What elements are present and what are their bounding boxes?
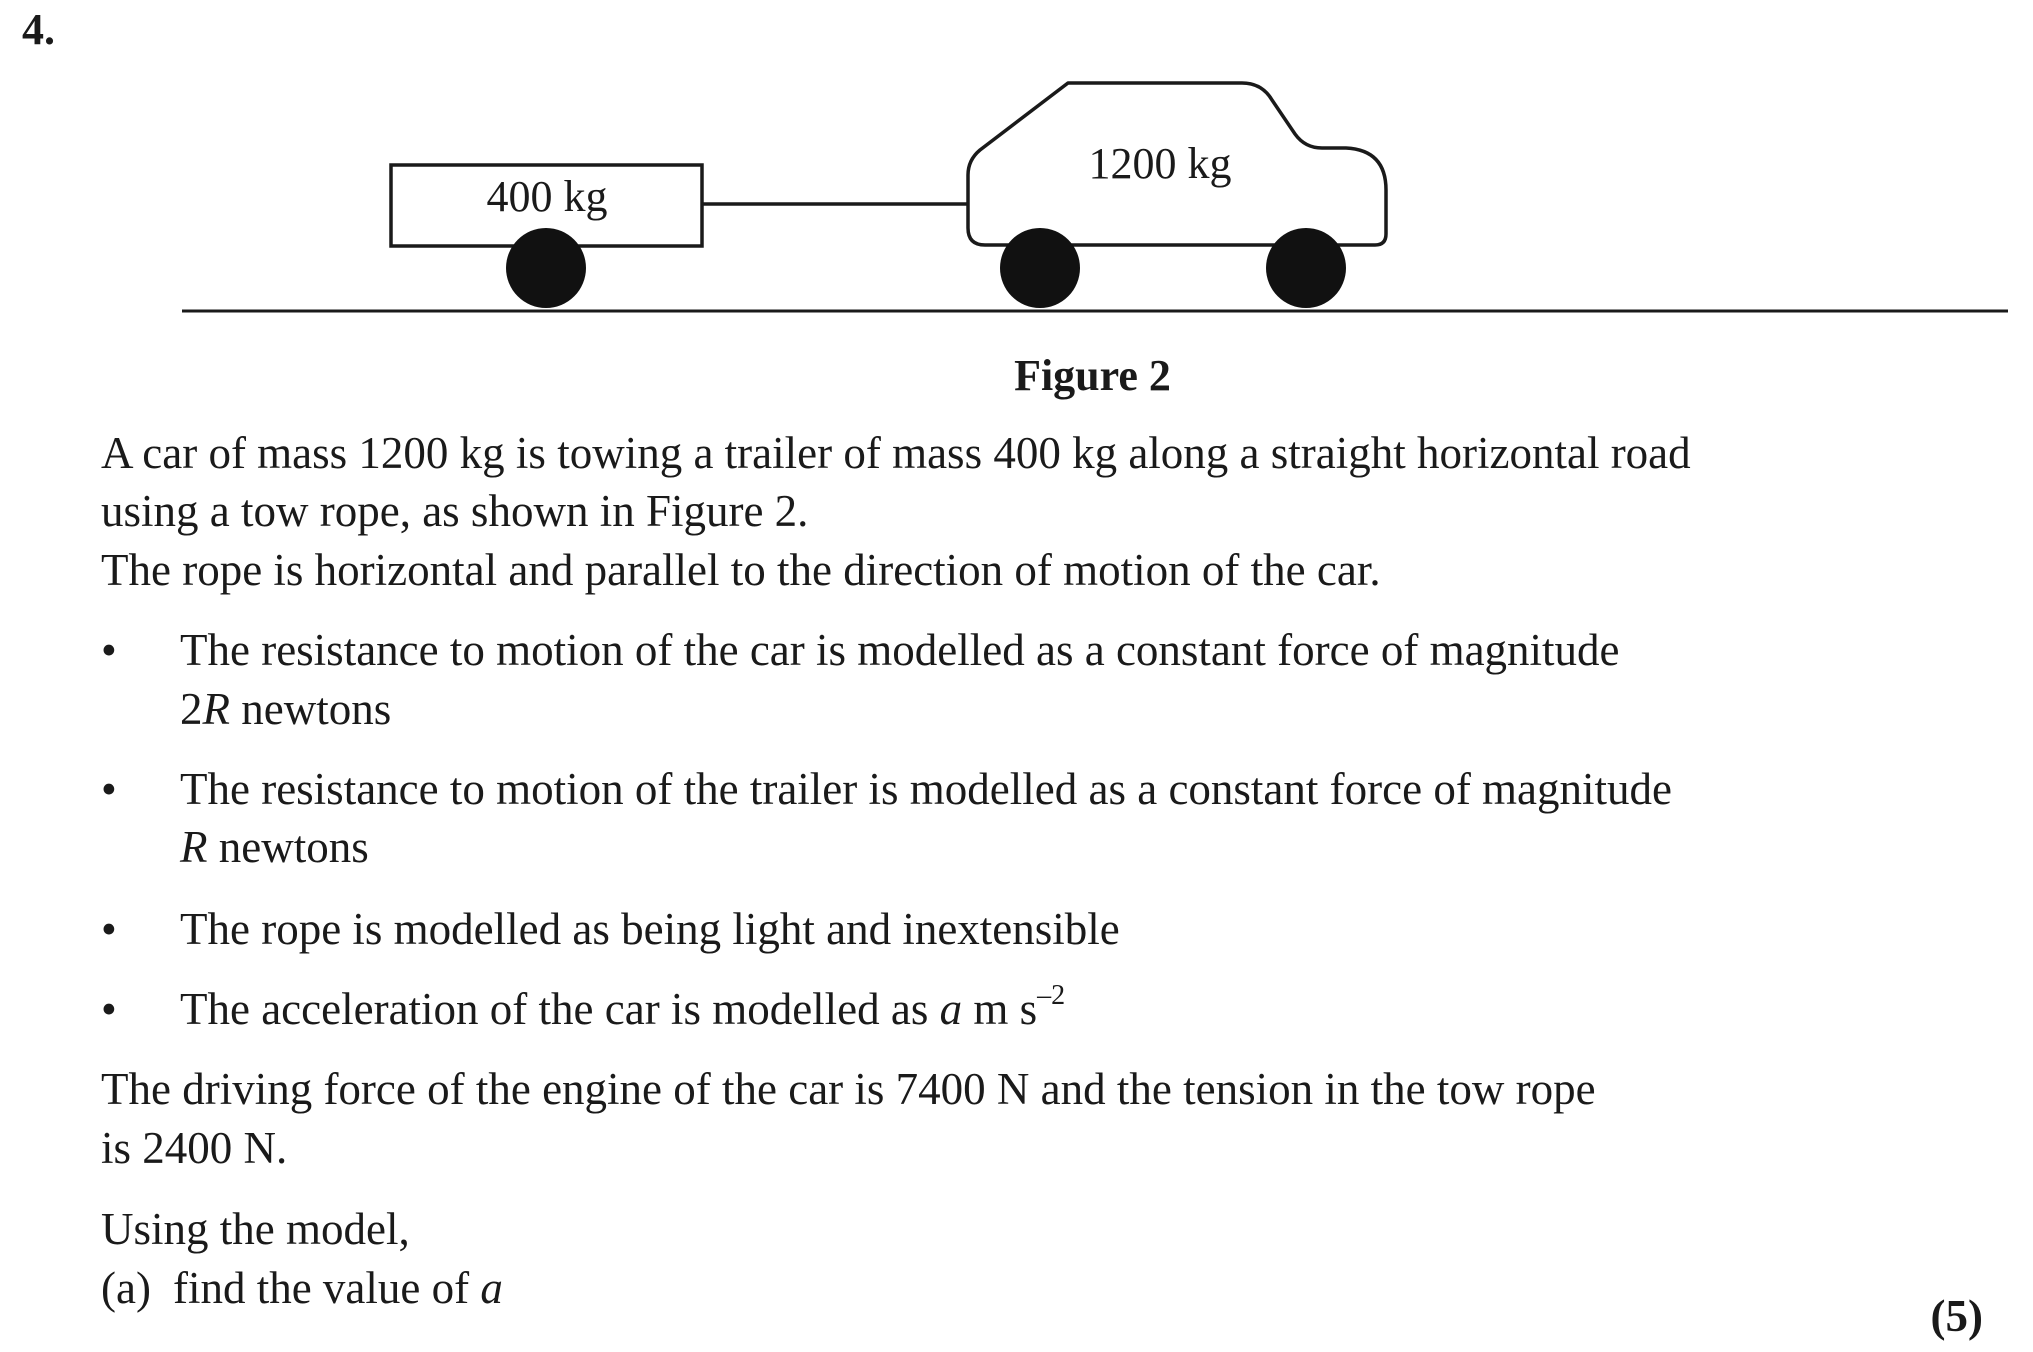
car-rear-wheel — [1266, 228, 1346, 308]
bullet-symbol: • — [101, 904, 117, 954]
bullet-1-line-2 — [180, 680, 391, 738]
intro-line-3: The rope is horizontal and parallel to the direction of motion of the car. — [101, 545, 1381, 595]
bullet-4-text: The acceleration of the car is modelled as — [180, 984, 940, 1034]
bullet-symbol: • — [101, 625, 117, 675]
part-var: a — [480, 1263, 503, 1313]
trailer-wheel — [506, 228, 586, 308]
car-mass-label: 1200 kg — [1088, 139, 1232, 188]
given-line-1: The driving force of the engine of the car is 7400 N and the tension in the tow rope — [101, 1064, 1596, 1114]
intro-line-1: A car of mass 1200 kg is towing a trailer of mass 400 kg along a straight horizontal road — [101, 428, 1691, 478]
bullet-symbol: • — [101, 764, 117, 814]
bullet-3: The rope is modelled as being light and inextensible — [180, 904, 1120, 954]
trailer-mass-label: 400 kg — [486, 172, 608, 221]
question-number: 4. — [22, 5, 55, 54]
bullet-4-exponent: –2 — [1037, 980, 1066, 1011]
given-line-2: is 2400 N. — [101, 1123, 288, 1173]
bullet-symbol: • — [101, 984, 117, 1034]
bullet-1-coef: 2 — [180, 684, 203, 734]
bullet-4 — [180, 980, 1065, 1038]
bullet-2-rest: newtons — [207, 822, 369, 872]
figure-car-trailer — [0, 0, 2033, 340]
figure-caption: Figure 2 — [1014, 351, 1171, 400]
bullet-2-line-2 — [180, 818, 369, 876]
task-part-a — [101, 1259, 503, 1317]
task-line-1: Using the model, — [101, 1204, 410, 1254]
marks-label: (5) — [1930, 1291, 1983, 1341]
bullet-2-var: R — [180, 822, 208, 872]
car-front-wheel — [1000, 228, 1080, 308]
bullet-1-line-1: The resistance to motion of the car is modelled as a constant force of magnitude — [180, 625, 1620, 675]
part-text: find the value of — [172, 1263, 481, 1313]
bullet-4-var: a — [939, 984, 963, 1034]
part-label: (a) — [101, 1263, 151, 1313]
bullet-4-unit: m s — [962, 984, 1038, 1034]
bullet-1-var: R — [202, 684, 230, 734]
bullet-2-line-1: The resistance to motion of the trailer is modelled as a constant force of magnitude — [180, 764, 1673, 814]
bullet-1-rest: newtons — [230, 684, 392, 734]
intro-line-2: using a tow rope, as shown in Figure 2. — [101, 486, 809, 536]
